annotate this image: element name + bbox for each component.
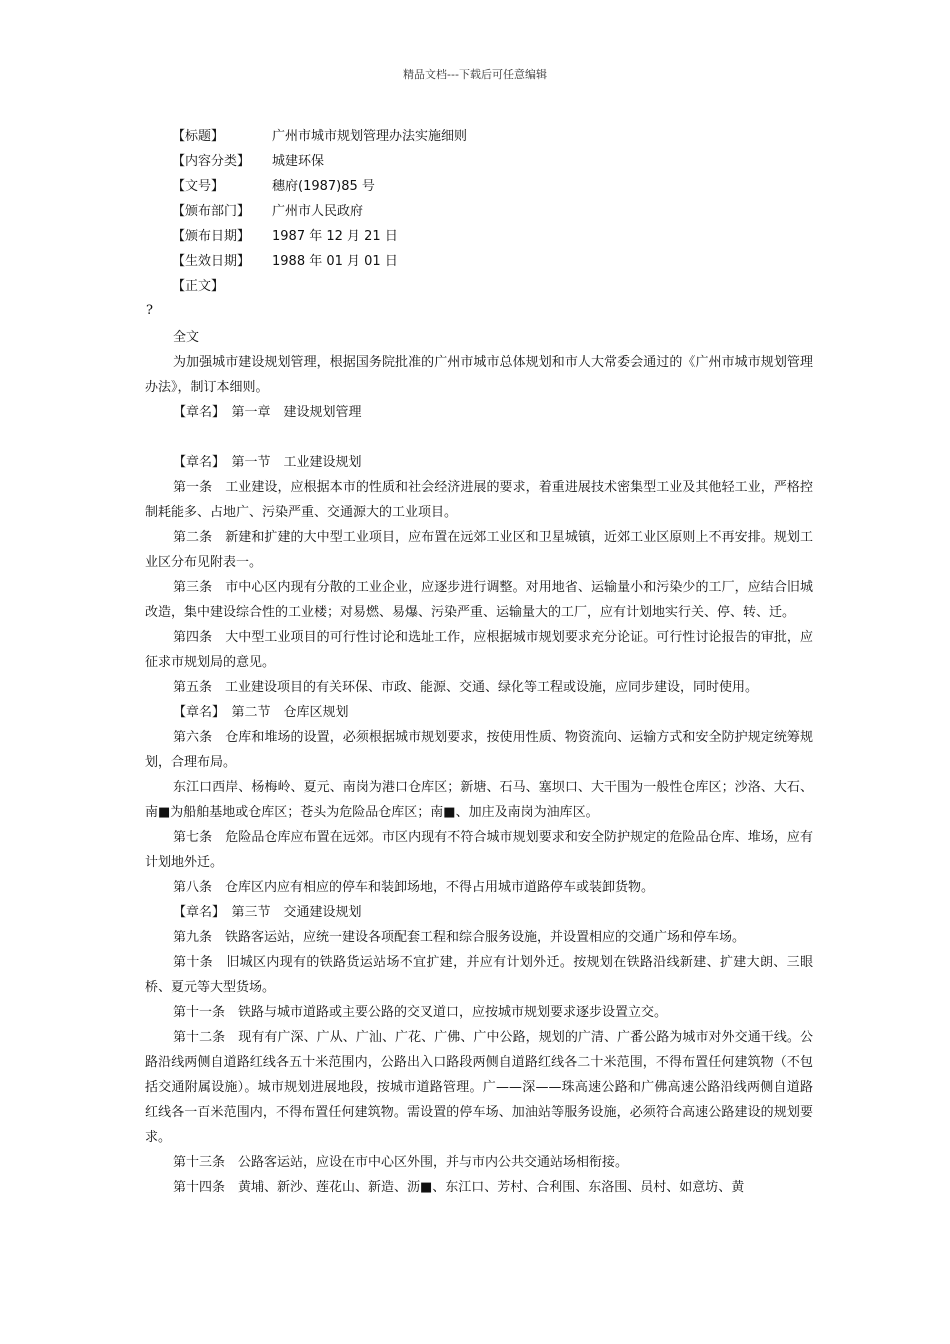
meta-value: 城建环保 [272,154,325,169]
paragraph-heading-full-text: 全文 [173,330,200,345]
meta-value: 1988 年 01 月 01 日 [272,254,398,269]
article-paragraph: 第十二条 现有有广深、广从、广汕、广花、广佛、广中公路，规划的广清、广番公路为城市对外交通干线。公路沿线两侧自道路红线各五十米范围内，公路出入口路段两侧自道路红线各二十米范围，不得布置任何建筑物（不包括交通附属设施）。城市规划进展地段，按城市道路管理。广——深——珠高速公路和广佛高速公路沿线两侧自道路红线各一百米范围内，不得布置任何建筑物。需设置的停车场、加油站等服务设施，必须符合高速公路建设的规划要求。 [145,1030,813,1145]
question-mark-glyph: ? [146,303,153,318]
meta-label: 【颁布部门】 [172,204,251,219]
meta-label: 【颁布日期】 [172,229,251,244]
meta-label: 【文号】 [172,179,225,194]
article-paragraph: 第十一条 铁路与城市道路或主要公路的交叉道口，应按城市规划要求逐步设置立交。 [173,1005,668,1020]
meta-value: 广州市城市规划管理办法实施细则 [272,129,468,144]
meta-row-doc-number [172,178,467,203]
paragraph: 为加强城市建设规划管理，根据国务院批准的广州市城市总体规划和市人大常委会通过的《广州市城市规划管理办法》，制订本细则。 [145,355,813,395]
article-paragraph: 第八条 仓库区内应有相应的停车和装卸场地，不得占用城市道路停车或装卸货物。 [173,880,655,895]
article-paragraph: 第四条 大中型工业项目的可行性讨论和选址工作，应根据城市规划要求充分论证。可行性讨论报告的审批，应征求市规划局的意见。 [145,630,813,670]
article-paragraph: 第十四条 黄埔、新沙、莲花山、新造、沥■、东江口、芳村、合利围、东洛围、员村、如意坊、黄 [173,1180,745,1195]
article-paragraph: 第七条 危险品仓库应布置在远郊。市区内现有不符合城市规划要求和安全防护规定的危险品仓库、堆场，应有计划地外迁。 [145,830,813,870]
meta-value: 1987 年 12 月 21 日 [272,229,398,244]
article-paragraph: 第三条 市中心区内现有分散的工业企业，应逐步进行调整。对用地省、运输量小和污染少的工厂，应结合旧城改造，集中建设综合性的工业楼；对易燃、易爆、污染严重、运输量大的工厂，应有计划地实行关、停、转、迁。 [145,580,813,620]
meta-row-issue-date [172,228,467,253]
article-paragraph: 第十条 旧城区内现有的铁路货运站场不宜扩建，并应有计划外迁。按规划在铁路沿线新建、扩建大朗、三眼桥、夏元等大型货场。 [145,955,813,995]
document-body [145,325,813,1200]
section-heading: 【章名】 第二节 仓库区规划 [173,705,349,720]
meta-value: 广州市人民政府 [272,204,364,219]
meta-row-category [172,153,467,178]
meta-row-body [172,278,467,303]
article-paragraph: 第六条 仓库和堆场的设置，必须根据城市规划要求，按使用性质、物资流向、运输方式和安全防护规定统筹规划，合理布局。 [145,730,813,770]
meta-value: 穗府(1987)85 号 [272,179,375,194]
meta-label: 【正文】 [172,279,225,294]
article-paragraph: 第九条 铁路客运站，应统一建设各项配套工程和综合服务设施，并设置相应的交通广场和停车场。 [173,930,746,945]
article-paragraph: 第二条 新建和扩建的大中型工业项目，应布置在远郊工业区和卫星城镇，近郊工业区原则上不再安排。规划工业区分布见附表一。 [145,530,813,570]
section-heading: 【章名】 第三节 交通建设规划 [173,905,362,920]
chapter-heading: 【章名】 第一章 建设规划管理 [173,405,362,420]
meta-label: 【内容分类】 [172,154,251,169]
section-heading: 【章名】 第一节 工业建设规划 [173,455,362,470]
meta-label: 【生效日期】 [172,254,251,269]
page-header: 精品文档---下载后可任意编辑 [403,68,547,81]
article-paragraph: 第五条 工业建设项目的有关环保、市政、能源、交通、绿化等工程或设施，应同步建设，同时使用。 [173,680,759,695]
article-paragraph: 第十三条 公路客运站，应设在市中心区外围，并与市内公共交通站场相衔接。 [173,1155,629,1170]
article-paragraph: 第一条 工业建设，应根据本市的性质和社会经济进展的要求，着重进展技术密集型工业及其他轻工业，严格控制耗能多、占地广、污染严重、交通源大的工业项目。 [145,480,813,520]
meta-row-title [172,128,467,153]
document-metadata [172,128,467,303]
meta-label: 【标题】 [172,129,225,144]
meta-row-effective-date [172,253,467,278]
blank-line [145,425,813,450]
meta-row-issuer [172,203,467,228]
paragraph: 东江口西岸、杨梅岭、夏元、南岗为港口仓库区；新塘、石马、塞坝口、大干围为一般性仓库区；沙洛、大石、南■为船舶基地或仓库区；苍头为危险品仓库区；南■、加庄及南岗为油库区。 [145,780,813,820]
